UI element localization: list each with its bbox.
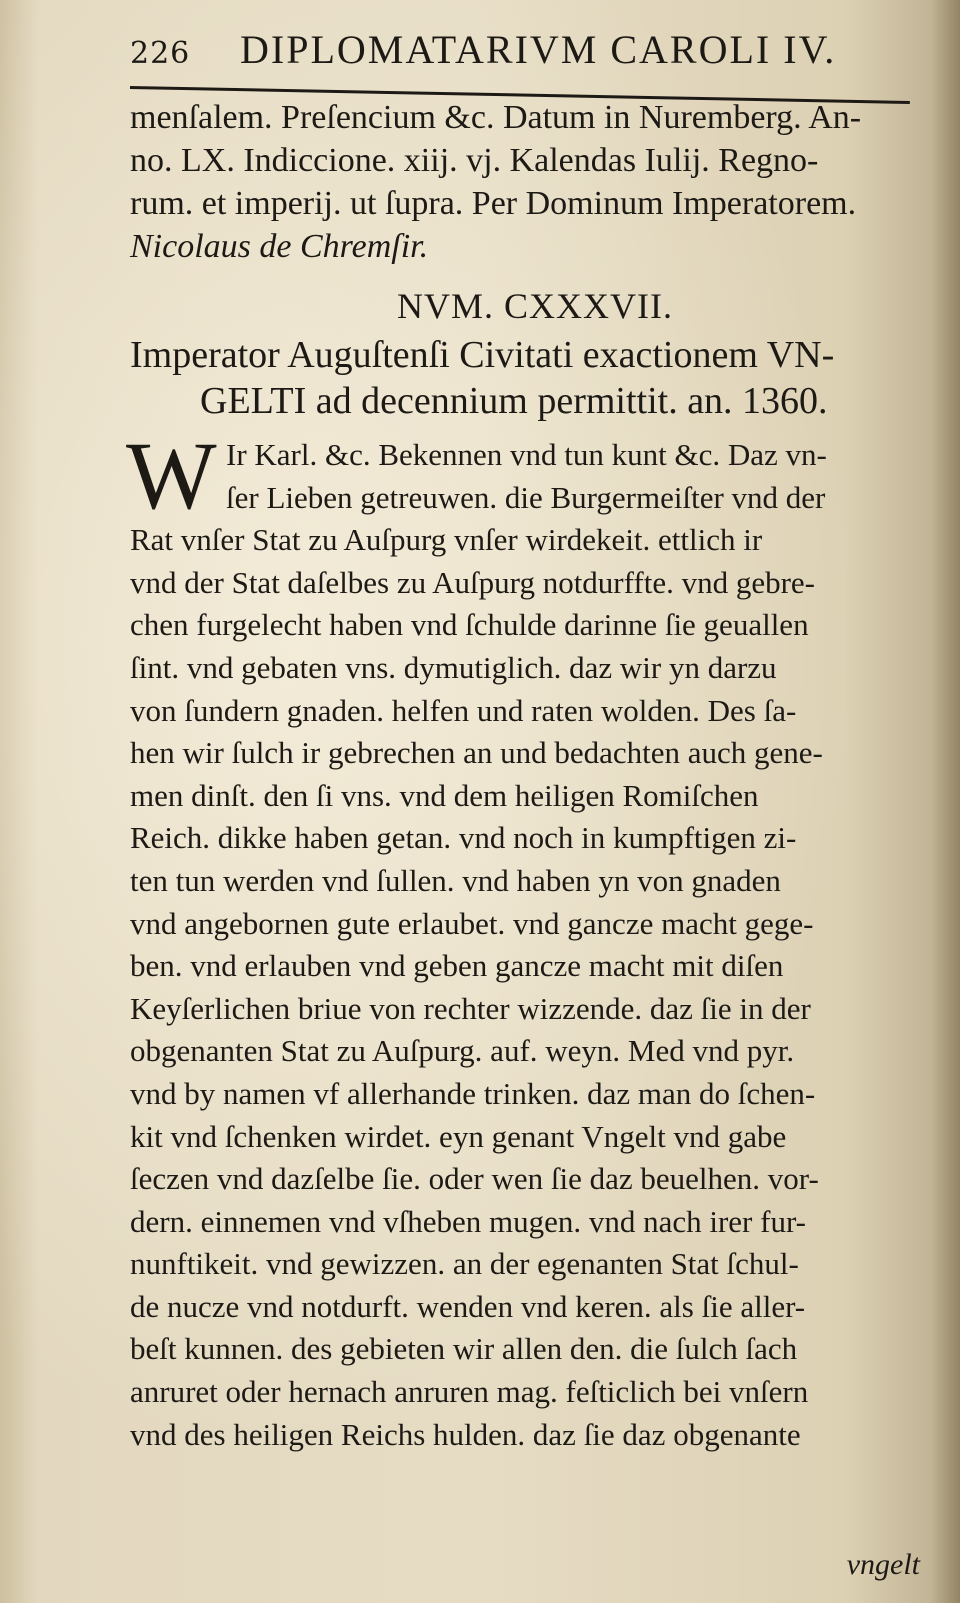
text-line: vnd der Stat daſelbes zu Auſpurg notdurffte. vnd gebre- <box>130 564 815 600</box>
text-line: hen wir ſulch ir gebrechen an und bedachten auch gene- <box>130 735 823 771</box>
text-line: kit vnd ſchenken wirdet. eyn genant Vngelt vnd gabe <box>130 1118 787 1154</box>
previous-document-ending <box>130 96 910 268</box>
text-line: menſalem. Preſencium &c. Datum in Nuremberg. An- <box>130 99 862 136</box>
text-line: Reich. dikke haben getan. vnd noch in kumpftigen zi- <box>130 820 797 856</box>
text-line: vnd angebornen gute erlaubet. vnd gancze macht gege- <box>130 905 814 941</box>
text-line: ben. vnd erlauben vnd geben gancze macht mit diſen <box>130 948 784 984</box>
page-gutter-shadow <box>930 0 960 1603</box>
text-line: no. LX. Indiccione. xiij. vj. Kalendas Iulij. Regno- <box>130 142 819 179</box>
drop-cap-initial: W <box>126 422 217 529</box>
text-line: beſt kunnen. des gebieten wir allen den. die ſulch ſach <box>130 1331 798 1367</box>
text-line: chen furgelecht haben vnd ſchulde darinne ſie geuallen <box>130 607 809 643</box>
text-line: men dinſt. den ſi vns. vnd dem heiligen Romiſchen <box>130 777 759 813</box>
text-line: ten tun werden vnd ſullen. vnd haben yn von gnaden <box>130 862 781 898</box>
text-line: vnd des heiligen Reichs hulden. daz ſie daz obgenante <box>130 1416 801 1452</box>
text-line: ſeczen vnd dazſelbe ſie. oder wen ſie daz beuelhen. vor- <box>130 1161 819 1197</box>
text-line: Keyſerlichen briue von rechter wizzende. daz ſie in der <box>130 990 811 1026</box>
catchword: vngelt <box>846 1548 920 1581</box>
text-line: dern. einnemen vnd vſheben mugen. vnd nach irer fur- <box>130 1203 806 1239</box>
text-line: anruret oder hernach anruren mag. feſticlich bei vnſern <box>130 1374 809 1410</box>
text-line: nunftikeit. vnd gewizzen. an der egenanten Stat ſchul- <box>130 1246 799 1282</box>
document-text <box>126 422 910 1456</box>
text-line: ſer Lieben getreuwen. die Burgermeiſter vnd der <box>226 479 826 515</box>
text-line: de nucze vnd notdurft. wenden vnd keren. als ſie aller- <box>130 1288 806 1324</box>
text-line: rum. et imperij. ut ſupra. Per Dominum Imperatorem. <box>130 185 857 222</box>
signatory-line: Nicolaus de Chremſir. <box>130 228 429 265</box>
text-line: Rat vnſer Stat zu Auſpurg vnſer wirdekeit. ettlich ir <box>130 522 763 558</box>
document-title-line-2: GELTI ad decennium permittit. an. 1360. <box>200 380 828 422</box>
text-line: obgenanten Stat zu Auſpurg. auf. weyn. Med vnd pyr. <box>130 1033 795 1069</box>
document-number: NVM. CXXXVII. <box>397 286 673 326</box>
running-title: DIPLOMATARIVM CAROLI IV. <box>240 27 837 72</box>
page-header <box>130 22 900 82</box>
document-title-line-1: Imperator Auguſtenſi Civitati exactionem VN- <box>130 334 835 376</box>
page-number: 226 <box>130 36 191 71</box>
text-line: vnd by namen vf allerhande trinken. daz man do ſchen- <box>130 1075 816 1111</box>
page-body <box>126 96 910 1456</box>
text-line: von ſundern gnaden. helfen und raten wolden. Des ſa- <box>130 692 797 728</box>
text-line: Ir Karl. &c. Bekennen vnd tun kunt &c. Daz vn- <box>226 437 827 472</box>
text-line: ſint. vnd gebaten vns. dymutiglich. daz wir yn darzu <box>130 649 777 685</box>
